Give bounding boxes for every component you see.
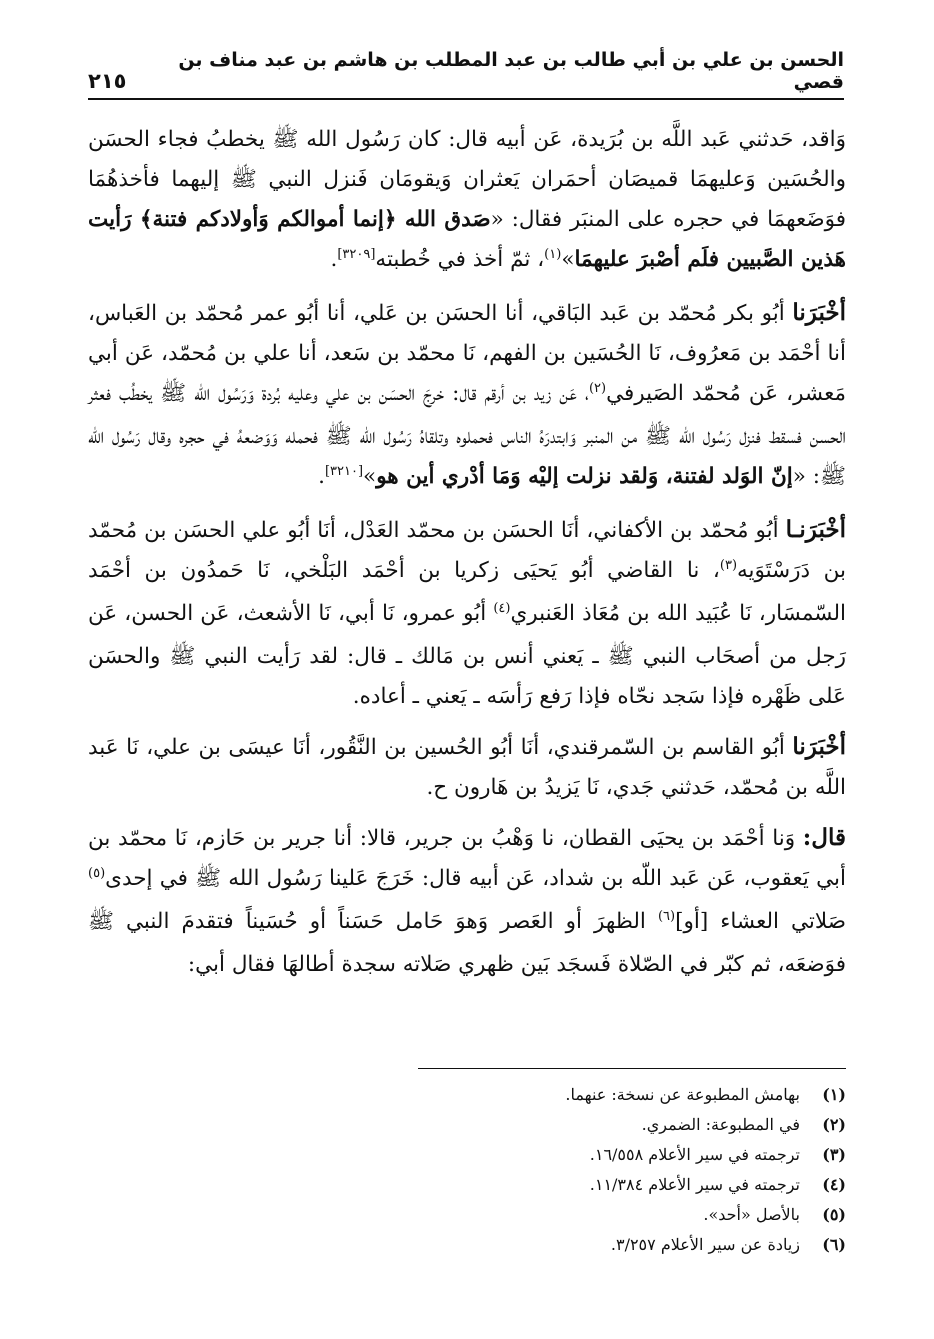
footnote-marker: (١) <box>544 247 562 262</box>
footnote-text: ترجمته في سير الأعلام ١٦/٥٥٨. <box>589 1145 800 1164</box>
quoted-hadith: صَدق الله ﴿إنما أموالكم وَأولادكم فتنة﴾ رَأيت هَذين الصَّبيين فلَم أصْبرَ عليهمَا <box>88 207 846 272</box>
footnote-marker: (٦) <box>657 909 676 924</box>
footnote-number: (٥) <box>822 1205 846 1224</box>
footnote-divider <box>418 1068 846 1069</box>
paragraph-text: أبُو مُحمّد بن الأكفاني، أنَا الحسَن بن محمّد العَدْل، أنَا أبُو علي الحسَن بن مُحمّد بن دَرَسْتَوَيه <box>88 518 846 583</box>
footnotes <box>286 1080 846 1260</box>
footnote-number: (١) <box>822 1085 846 1104</box>
footnote-text: ترجمته في سير الأعلام ١١/٣٨٤. <box>589 1175 800 1194</box>
quoted-hadith: إنّ الوَلد لفتنة، وَلقد نزلت إليْه وَمَا أدْري أين هو <box>376 464 793 489</box>
footnote <box>286 1140 846 1170</box>
paragraph-text-2: صَلاتي العشاء [أو] <box>675 909 846 934</box>
paragraph-text: أبُو القاسم بن السّمرقندي، أنَا أبُو الحُسين بن النَّقُور، أنَا عيسَى بن علي، نَا عَبد اللَّه بن مُحمّد، حَدثني جَدي، نَا يَزيدُ بن هَارون ح. <box>88 735 846 800</box>
footnote-marker: (٥) <box>88 866 106 881</box>
paragraph-text-3: الظهرَ أو العَصر وَهوَ حَامل حَسَناً أو حُسَيناً فتقدمَ النبي ﷺ فوَضعَه، ثم كبّر في الصّلاة فَسجَد بَين ظهري صَلاته سجدة أطالهَا فقال أبي: <box>88 909 846 977</box>
paragraph-text-tail: ، ثمّ أخذ في خُطبته <box>375 247 545 272</box>
paragraph-end: . <box>318 464 325 489</box>
paragraph-text-2: ، عَن زيد بن أرقم قال: خرجَ الحسَن بن علي وعليه بُردة وَرَسُول الله ﷺ يخطُب فعثر الحسن فسقط فنزل رَسُول الله ﷺ من المنبر وَابتدرَهُ الناس فحملوه وتلقاهُ رَسُول الله ﷺ فحمله وَوَضعهُ في حجره وقال رَسُول الله ﷺ: « <box>88 381 846 489</box>
paragraph-text-2: ، نا القاضي أبُو يَحيَى زكريا بن أحْمَد البَلْخي، نَا حَمدُون بن أحْمَد السّمسَار، نَا عُبَيد الله بن مُعَاذ العَنبري <box>88 558 846 626</box>
footnote <box>286 1110 846 1140</box>
footnote-text: زيادة عن سير الأعلام ٣/٢٥٧. <box>610 1235 800 1254</box>
paragraph-lead: أخْبَرَنـا <box>785 516 846 543</box>
footnote-number: (٢) <box>822 1115 846 1134</box>
footnote-number: (٦) <box>822 1235 846 1254</box>
footnote <box>286 1170 846 1200</box>
footnote-number: (٣) <box>822 1145 846 1164</box>
footnote-marker: (٢) <box>588 381 607 396</box>
footnote-marker: (٤) <box>493 601 511 616</box>
paragraph-5 <box>88 818 846 985</box>
page-header <box>88 50 844 100</box>
paragraph-lead: قال: <box>802 824 846 851</box>
main-text <box>88 120 846 995</box>
paragraph-4 <box>88 727 846 808</box>
footnote-text: بهامش المطبوعة عن نسخة: عنهما. <box>565 1085 800 1104</box>
footnote <box>286 1080 846 1110</box>
paragraph-1 <box>88 120 846 283</box>
quote-close: » <box>561 247 575 272</box>
footnote-text: بالأصل «أحد». <box>703 1205 800 1224</box>
paragraph-text: وَاقد، حَدثني عَبد اللَّه بن بُرَيدة، عَن أبيه قال: كان رَسُول الله ﷺ يخطبُ فجاء الحسَن والحُسَين وَعليهمَا قميصَان أحمَران يَعثران وَيقومَان فَنزل النبي ﷺ إليهما فأخذهُمَا فوَضَعهمَا في حجره على المنبَر فقال: « <box>88 127 846 232</box>
paragraph-text: وَنا أحْمَد بن يحيَى القطان، نا وَهْبُ بن جرير، قالا: أنا جرير بن حَازم، نَا محمّد بن أبي يَعقوب، عَن عَبد اللّه بن شداد، عَن أبيه قال: خَرَجَ عَلينا رَسُول الله ﷺ في إحدى <box>88 826 846 891</box>
page-number: ٢١٥ <box>88 69 127 93</box>
paragraph-end: . <box>330 247 338 272</box>
paragraph-lead: أخْبَرَنا <box>792 733 846 760</box>
paragraph-text: أبُو بكر مُحمّد بن عَبد البَاقي، أنا الحسَن بن عَلي، أنا أبُو عمر مُحمّد بن العَباس، أنا أحْمَد بن مَعرُوف، نَا الحُسَين بن الفهم، نَا محمّد بن سَعد، أنا علي بن مُحمّد، عَن أبي مَعشر، عَن مُحمّد الصَيرفي <box>88 301 846 406</box>
footnote <box>286 1230 846 1260</box>
footnote-number: (٤) <box>822 1175 846 1194</box>
footnote <box>286 1200 846 1230</box>
paragraph-text-3: أبُو عمرو، نَا أبي، نَا الأشعث، عَن الحسن، عَن رَجل من أصحَاب النبي ﷺ ـ يَعني أنس بن مَالك ـ قال: لقد رَأيت النبي ﷺ والحسَن عَلى ظَهْره فإذا سَجد نحّاه فإذا رَفع رَأسَه ـ يَعني ـ أعاده. <box>88 601 846 709</box>
quote-close: » <box>363 464 377 489</box>
footnote-text: في المطبوعة: الضمري. <box>641 1115 800 1134</box>
paragraph-2 <box>88 293 846 500</box>
hadith-number: [٣٢١٠] <box>324 464 364 479</box>
paragraph-lead: أخْبَرَنا <box>792 299 846 326</box>
running-title: الحسن بن علي بن أبي طالب بن عبد المطلب بن هاشم بن عبد مناف بن قصي <box>178 49 844 93</box>
paragraph-3 <box>88 510 846 717</box>
hadith-number: [٣٢٠٩] <box>337 247 376 262</box>
footnote-marker: (٣) <box>719 558 738 573</box>
